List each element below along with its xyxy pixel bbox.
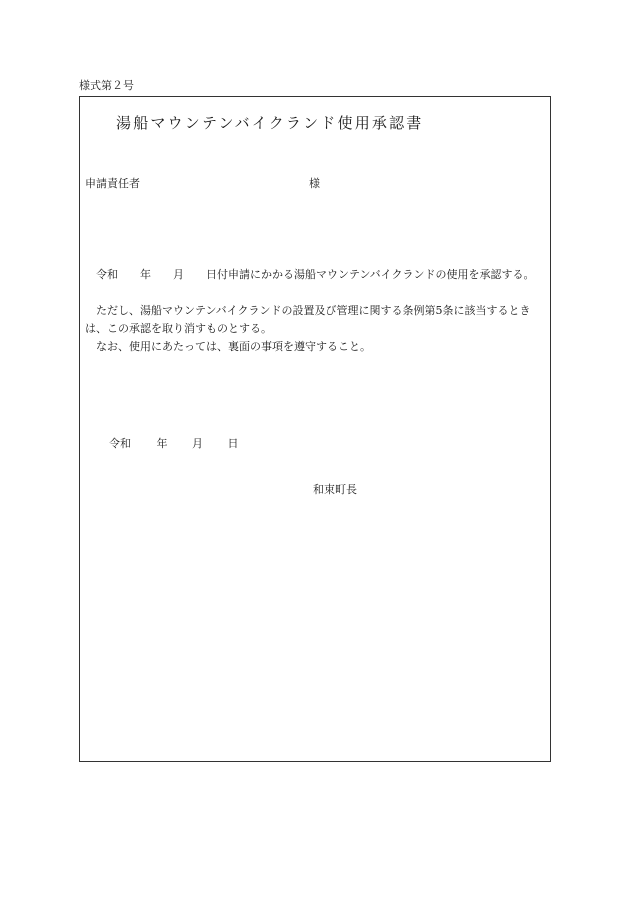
issue-date bbox=[109, 437, 239, 451]
approval-paragraph: 令和 年 月 日付申請にかかる湯船マウンテンバイクランドの使用を承認する。 bbox=[85, 268, 535, 281]
date-month-unit: 月 bbox=[192, 437, 203, 450]
document-title: 湯船マウンテンバイクランド使用承認書 bbox=[116, 114, 424, 132]
honorific: 様 bbox=[309, 177, 320, 190]
form-number: 様式第２号 bbox=[79, 79, 134, 92]
date-year-unit: 年 bbox=[156, 437, 168, 450]
approval-form-frame bbox=[79, 96, 551, 762]
condition-paragraph: ただし、湯船マウンテンバイクランドの設置及び管理に関する条例第5条に該当するときは、この承認を取り消すものとする。 bbox=[85, 304, 531, 335]
date-day-unit: 日 bbox=[227, 437, 239, 450]
notice-paragraph: なお、使用にあたっては、裏面の事項を遵守すること。 bbox=[85, 340, 371, 353]
applicant-label: 申請責任者 bbox=[85, 177, 140, 190]
date-era: 令和 bbox=[109, 437, 131, 450]
issuer-name: 和束町長 bbox=[313, 483, 357, 496]
